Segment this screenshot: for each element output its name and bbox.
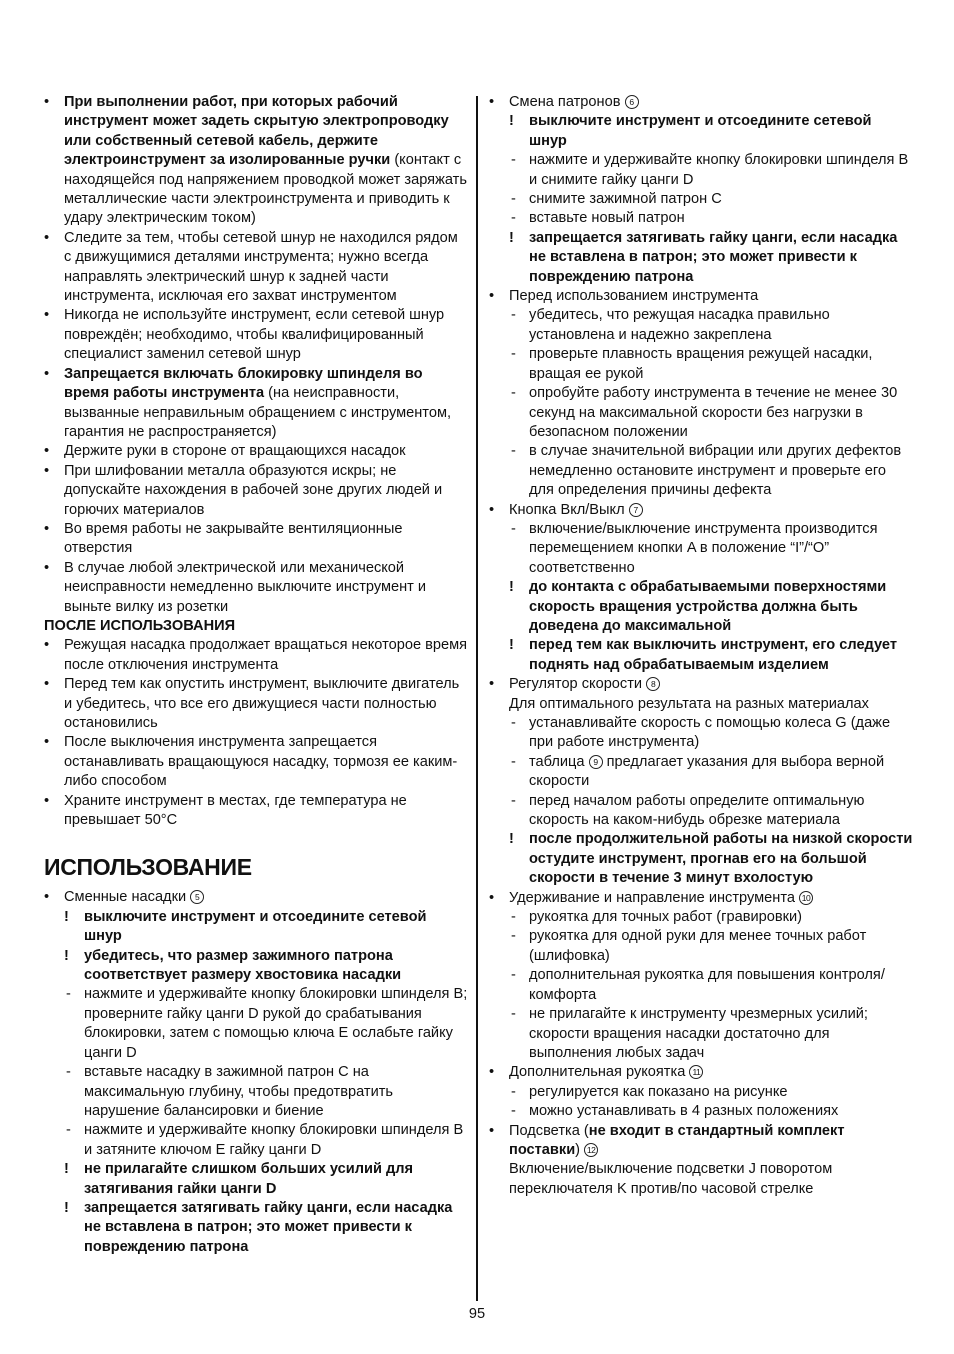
figure-ref-circle: 11 <box>689 1065 703 1079</box>
body-text: дополнительная рукоятка для повышения контроля/комфорта <box>529 967 885 1003</box>
body-text: опробуйте работу инструмента в течение не менее 30 секунд на максимальной скорости без нагрузки в безопасном положении <box>529 385 898 440</box>
figure-ref-circle: 6 <box>625 95 639 109</box>
dash-item <box>489 306 913 345</box>
bullet-marker: • <box>44 94 50 110</box>
warning-marker: ! <box>509 831 514 848</box>
dash-item <box>489 190 913 209</box>
bold-text: запрещается затягивать гайку цанги, если насадка не вставлена в патрон; это может привести к повреждению патрона <box>529 229 898 285</box>
dash-marker: - <box>511 210 516 227</box>
dash-item <box>44 1063 468 1121</box>
bullet-item <box>44 520 468 559</box>
dash-marker: - <box>511 753 516 770</box>
bullet-item <box>44 888 468 907</box>
body-text: Храните инструмент в местах, где температура не превышает 50°C <box>64 792 407 829</box>
body-text: рукоятка для одной руки для менее точных работ (шлифовка) <box>529 928 867 964</box>
body-text: устанавливайте скорость с помощью колеса G (даже при работе инструмента) <box>529 715 891 751</box>
dash-marker: - <box>511 1006 516 1023</box>
dash-marker: - <box>511 1103 516 1120</box>
bullet-marker: • <box>489 889 495 906</box>
body-text: После выключения инструмента запрещается останавливать вращающуюся насадку, тормозя ее каким-либо способом <box>64 734 458 790</box>
dash-item <box>489 1005 913 1063</box>
warning-marker: ! <box>64 1161 69 1178</box>
bullet-item <box>44 229 468 307</box>
dash-item <box>489 753 913 792</box>
dash-marker: - <box>511 346 516 363</box>
warning-item <box>489 636 913 675</box>
warning-marker: ! <box>509 113 514 130</box>
warning-item <box>489 578 913 636</box>
bullet-marker: • <box>489 94 495 110</box>
dash-item <box>489 714 913 753</box>
warning-item <box>44 908 468 947</box>
bullet-marker: • <box>44 443 50 460</box>
dash-item <box>489 908 913 927</box>
warning-item <box>489 830 913 888</box>
body-text: проверьте плавность вращения режущей насадки, вращая ее рукой <box>529 346 873 382</box>
bullet-item <box>44 559 468 617</box>
body-text: нажмите и удерживайте кнопку блокировки шпинделя B и затяните ключом E гайку цанги D <box>84 1122 464 1158</box>
body-text: регулируется как показано на рисунке <box>529 1083 788 1100</box>
body-text: в случае значительной вибрации или других дефектов немедленно остановите инструмент и проверьте его для определения причины дефекта <box>529 443 902 499</box>
bullet-item <box>489 1063 913 1082</box>
bullet-marker: • <box>44 229 50 246</box>
bullet-item <box>489 1122 913 1161</box>
body-text: Следите за тем, чтобы сетевой шнур не находился рядом с движущимися деталями инструмента; нужно всегда направлять электрический шнур к задней части инструмента, исключая его захват инструментом <box>64 229 458 305</box>
bullet-marker: • <box>44 462 50 479</box>
right-column <box>489 93 913 1199</box>
figure-ref-circle: 7 <box>629 503 643 517</box>
bullet-item <box>44 93 468 229</box>
body-text: Для оптимального результата на разных материалах <box>509 695 869 712</box>
body-text: Держите руки в стороне от вращающихся насадок <box>64 443 406 460</box>
bullet-marker: • <box>44 307 50 324</box>
dash-item <box>489 151 913 190</box>
body-text: (на неисправности, вызванные неправильным обращением с инструментом, гарантия не распространяется) <box>64 385 452 440</box>
body-text: рукоятка для точных работ (гравировки) <box>529 909 803 926</box>
body-text: предлагает указания для выбора верной скорости <box>529 753 885 790</box>
body-text: нажмите и удерживайте кнопку блокировки шпинделя B; проверните гайку цанги D рукой до срабатывания блокировки, затем с помощью ключа E ослабьте гайку цанги D <box>84 986 468 1061</box>
warning-item <box>489 112 913 151</box>
dash-item <box>489 927 913 966</box>
dash-item <box>489 966 913 1005</box>
bullet-marker: • <box>489 501 495 518</box>
dash-marker: - <box>511 520 516 537</box>
body-text: снимите зажимной патрон C <box>529 191 722 208</box>
warning-item <box>44 1199 468 1257</box>
body-text: Удерживание и направление инструмента <box>509 889 800 906</box>
dash-marker: - <box>511 443 516 460</box>
dash-marker: - <box>511 792 516 809</box>
paragraph <box>489 1160 913 1199</box>
body-text: Сменные насадки <box>64 889 191 906</box>
bold-text: после продолжительной работы на низкой скорости остудите инструмент, прогнав его на большой скорости в течение 3 минут вхолостую <box>529 831 913 887</box>
body-text: В случае любой электрической или механической неисправности немедленно выключите инструмент и выньте вилку из розетки <box>64 559 427 615</box>
bold-text: не прилагайте слишком больших усилий для затягивания гайки цанги D <box>84 1161 414 1197</box>
dash-item <box>489 1083 913 1102</box>
warning-marker: ! <box>64 908 69 925</box>
body-text: Перед тем как опустить инструмент, выключите двигатель и убедитесь, что все его движущиеся части полностью остановились <box>64 676 460 731</box>
figure-ref-circle: 8 <box>646 677 660 691</box>
bold-text: не входит в стандартный комплект поставки <box>509 1122 845 1158</box>
bold-text: выключите инструмент и отсоедините сетевой шнур <box>84 908 427 945</box>
column-divider <box>476 96 478 1301</box>
dash-marker: - <box>511 1083 516 1100</box>
body-text: Подсветка ( <box>509 1122 589 1139</box>
body-text: Кнопка Вкл/Выкл <box>509 501 629 518</box>
warning-marker: ! <box>509 229 514 246</box>
dash-marker: - <box>511 191 516 208</box>
bullet-marker: • <box>44 734 50 751</box>
dash-item <box>44 1121 468 1160</box>
dash-marker: - <box>66 1064 71 1081</box>
dash-item <box>489 442 913 500</box>
bold-text: При выполнении работ, при которых рабочий инструмент может задеть скрытую электропроводку или собственный сетевой кабель, держите электроинструмент за изолированные ручки <box>64 94 449 169</box>
body-text: Смена патронов <box>509 94 625 110</box>
bullet-marker: • <box>44 792 50 809</box>
dash-marker: - <box>511 715 516 731</box>
bullet-item <box>489 501 913 520</box>
body-text: Никогда не используйте инструмент, если сетевой шнур повреждён; необходимо, чтобы квалифицированный специалист заменил сетевой шнур <box>64 307 445 363</box>
body-text: Включение/выключение подсветки J поворотом переключателя K против/по часовой стрелке <box>509 1161 833 1197</box>
warning-item <box>489 229 913 287</box>
dash-marker: - <box>511 152 516 169</box>
bullet-marker: • <box>44 365 50 382</box>
body-text: перед началом работы определите оптимальную скорость на каком-нибудь обрезке материала <box>529 792 865 829</box>
body-text: Регулятор скорости <box>509 676 647 693</box>
body-text: Во время работы не закрывайте вентиляционные отверстия <box>64 520 403 557</box>
warning-marker: ! <box>509 579 514 596</box>
bullet-item <box>44 442 468 461</box>
body-text: можно устанавливать в 4 разных положениях <box>529 1103 839 1120</box>
bullet-marker: • <box>44 637 50 654</box>
dash-marker: - <box>66 1122 71 1139</box>
dash-marker: - <box>511 928 516 945</box>
dash-marker: - <box>511 307 516 324</box>
bullet-item <box>489 889 913 908</box>
bullet-marker: • <box>489 1122 495 1139</box>
bold-text: запрещается затягивать гайку цанги, если насадка не вставлена в патрон; это может привести к повреждению патрона <box>84 1199 453 1255</box>
bullet-item <box>44 675 468 733</box>
bullet-item <box>44 733 468 791</box>
body-text: Дополнительная рукоятка <box>509 1064 690 1081</box>
dash-item <box>489 792 913 831</box>
body-text: Перед использованием инструмента <box>509 288 759 305</box>
bold-text: до контакта с обрабатываемыми поверхностями скорость вращения устройства должна быть доведена до максимальной <box>529 579 887 634</box>
figure-ref-circle: 12 <box>584 1143 598 1157</box>
bullet-item <box>44 792 468 831</box>
dash-marker: - <box>66 986 71 1003</box>
body-text: При шлифовании металла образуются искры; не допускайте нахождения в рабочей зоне других людей и горючих материалов <box>64 462 443 518</box>
dash-marker: - <box>511 909 516 926</box>
bullet-marker: • <box>489 1064 495 1081</box>
body-text: ) <box>575 1141 585 1158</box>
body-text: (контакт с находящейся под напряжением проводкой может заряжать металлические части электроинструмента и приводить к удару электрическим током) <box>64 152 467 227</box>
body-text: вставьте насадку в зажимной патрон C на максимальную глубину, чтобы предотвратить нарушение балансировки и биение <box>84 1064 394 1119</box>
dash-item <box>489 384 913 442</box>
figure-ref-circle: 10 <box>799 891 813 905</box>
bullet-item <box>44 462 468 520</box>
page-number: 95 <box>468 1306 486 1322</box>
bullet-marker: • <box>44 520 50 537</box>
bold-text: выключите инструмент и отсоедините сетевой шнур <box>529 113 872 149</box>
paragraph <box>489 695 913 714</box>
section-heading-after-use: ПОСЛЕ ИСПОЛЬЗОВАНИЯ <box>44 617 236 634</box>
bullet-item <box>44 306 468 364</box>
bullet-item <box>44 636 468 675</box>
dash-marker: - <box>511 967 516 984</box>
body-text: включение/выключение инструмента производится перемещением кнопки A в положение “I”/“O” соответственно <box>529 520 878 576</box>
warning-item <box>44 1160 468 1199</box>
bold-text: перед тем как выключить инструмент, его следует поднять над обрабатываемым изделием <box>529 637 897 673</box>
body-text: не прилагайте к инструменту чрезмерных усилий; скорости вращения насадки достаточно для выполнения любых задач <box>529 1006 868 1061</box>
body-text: вставьте новый патрон <box>529 210 685 227</box>
bullet-marker: • <box>44 676 50 693</box>
dash-item <box>489 209 913 228</box>
dash-item <box>489 520 913 578</box>
warning-marker: ! <box>64 1199 69 1216</box>
dash-marker: - <box>511 385 516 402</box>
warning-marker: ! <box>509 637 514 654</box>
body-text: Режущая насадка продолжает вращаться некоторое время после отключения инструмента <box>64 637 468 673</box>
warning-marker: ! <box>64 947 69 964</box>
bold-text: Запрещается включать блокировку шпинделя во время работы инструмента <box>64 365 423 402</box>
bullet-marker: • <box>489 288 495 305</box>
body-text: убедитесь, что режущая насадка правильно установлена и надежно закреплена <box>529 307 830 343</box>
bullet-marker: • <box>44 559 50 576</box>
figure-ref-circle: 5 <box>190 890 204 904</box>
figure-ref-circle: 9 <box>589 755 603 769</box>
body-text: нажмите и удерживайте кнопку блокировки шпинделя B и снимите гайку цанги D <box>529 152 909 188</box>
body-text: таблица <box>529 753 589 770</box>
bold-text: убедитесь, что размер зажимного патрона соответствует размеру хвостовика насадки <box>84 947 402 984</box>
bullet-marker: • <box>489 676 495 693</box>
bullet-item <box>489 93 913 112</box>
dash-item <box>489 345 913 384</box>
left-column <box>44 93 468 1257</box>
dash-item <box>489 1102 913 1121</box>
section-heading-usage: ИСПОЛЬЗОВАНИЕ <box>44 854 252 881</box>
bullet-item <box>489 675 913 694</box>
bullet-item <box>489 287 913 306</box>
bullet-item <box>44 365 468 443</box>
warning-item <box>44 947 468 986</box>
bullet-marker: • <box>44 889 50 906</box>
dash-item <box>44 985 468 1063</box>
